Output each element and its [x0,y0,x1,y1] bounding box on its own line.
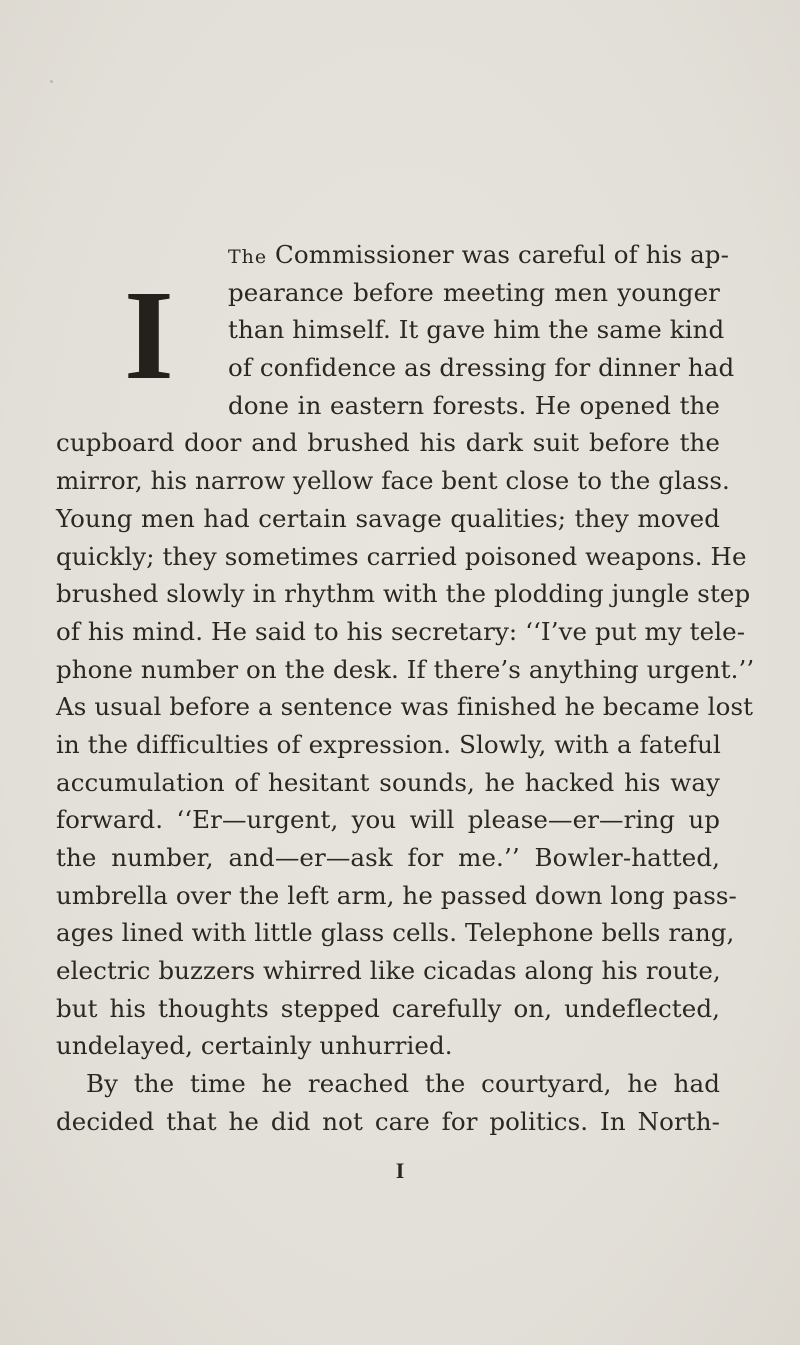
text-line: phone number on the desk. If there’s anything urgent.’’ [56,654,755,684]
text-line: ages lined with little glass cells. Telephone bells rang, [56,918,735,948]
text-line: pearance before meeting men younger [228,277,720,307]
text-line: in the difficulties of expression. Slowly, with a fateful [56,729,721,759]
text-line: By the time he reached the courtyard, he had [86,1069,720,1099]
text-line: the number, and—er—ask for me.’’ Bowler-hatted, [56,843,720,872]
text-line: of confidence as dressing for dinner had [228,353,735,383]
text-line: As usual before a sentence was finished he became lost [56,692,754,722]
drop-cap: I [124,264,174,406]
text-line: undelayed, certainly unhurried. [56,1031,453,1061]
small-caps-opening: The [228,246,268,268]
text-line: brushed slowly in rhythm with the plodding jungle step [56,579,751,609]
body-text [56,236,755,1141]
text-line: than himself. It gave him the same kind [228,315,725,345]
text-line: quickly; they sometimes carried poisoned weapons. He [56,541,747,571]
text-line: accumulation of hesitant sounds, he hacked his way [56,767,720,797]
text-line: cupboard door and brushed his dark suit before the [56,428,720,458]
text-line: decided that he did not care for politics. In North- [56,1106,720,1136]
page-number: I [395,1158,405,1183]
text-line: forward. ‘‘Er—urgent, you will please—er—ring up [56,805,720,835]
paper-speck [50,80,53,83]
text-line: umbrella over the left arm, he passed down long pass- [56,880,737,910]
text-line: of his mind. He said to his secretary: ‘‘I’ve put my tele- [56,616,746,646]
text-line: mirror, his narrow yellow face bent close to the glass. [56,466,730,496]
text-line: but his thoughts stepped carefully on, undeflected, [56,993,720,1023]
text-line: The Commissioner was careful of his ap- [228,240,729,269]
text-line: Young men had certain savage qualities; they moved [56,503,720,533]
text-line: electric buzzers whirred like cicadas along his route, [56,956,721,986]
text-line: done in eastern forests. He opened the [228,390,720,420]
